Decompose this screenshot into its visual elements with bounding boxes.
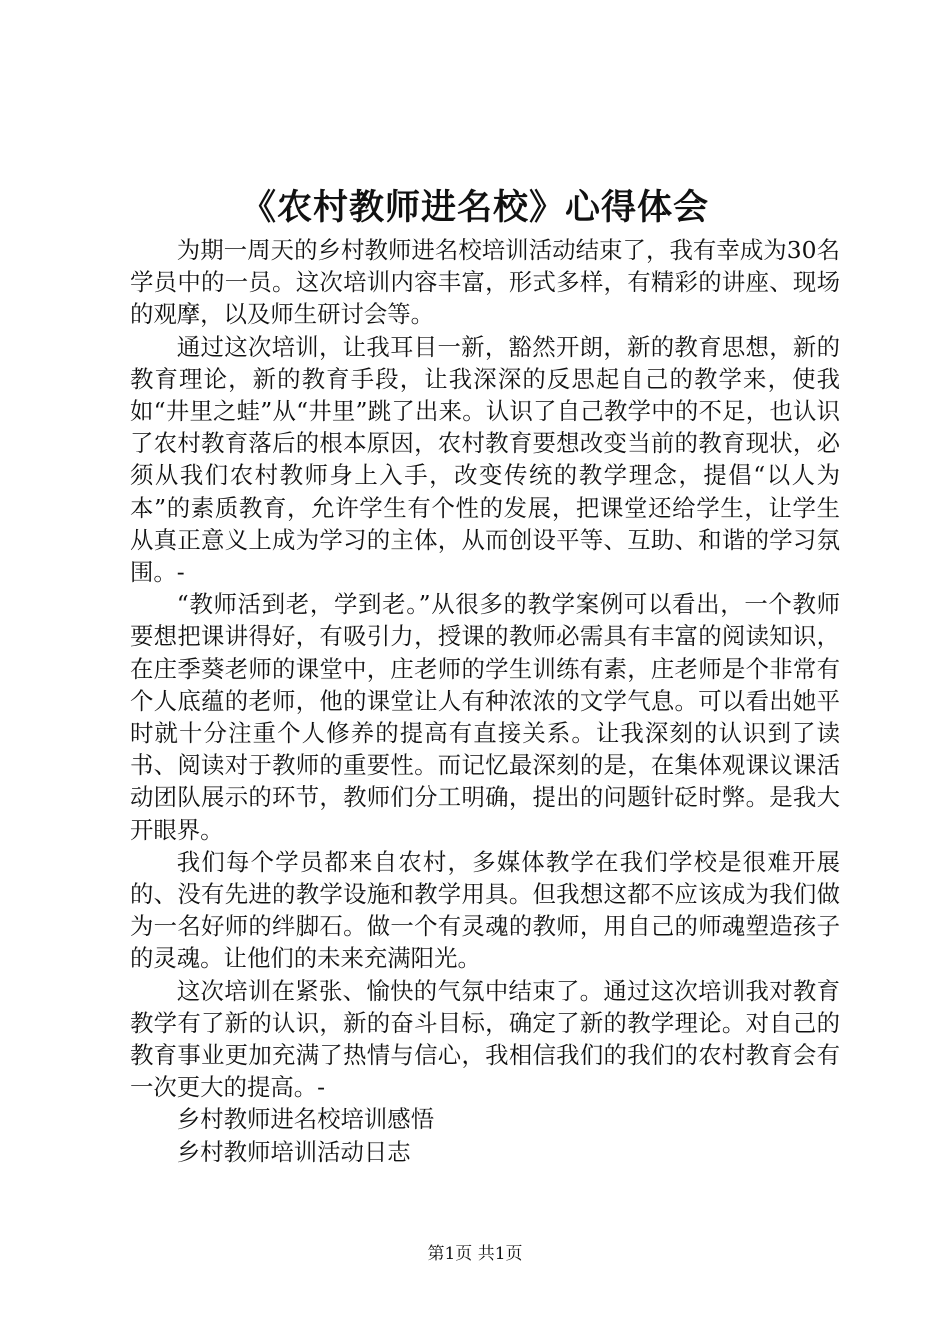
article-body [130,234,840,1168]
related-link-1: 乡村教师进名校培训感悟 [176,1105,435,1134]
page-title: 《农村教师进名校》心得体会 [240,188,709,228]
paragraph-2: 通过这次培训，让我耳目一新，豁然开朗，新的教育思想，新的教育理论，新的教育手段，让我深深的反思起自己的教学来，使我如“井里之蛙”从“井里”跳了出来。认识了自己教学中的不足，也认识了农村教育落后的根本原因，农村教育要想改变当前的教育现状，必须从我们农村教师身上入手，改变传统的教学理念，提倡“以人为本”的素质教育，允许学生有个性的发展，把课堂还给学生，让学生从真正意义上成为学习的主体，从而创设平等、互助、和谐的学习氛围。- [130,332,840,587]
paragraph-5: 这次培训在紧张、愉快的气氛中结束了。通过这次培训我对教育教学有了新的认识，新的奋斗目标，确定了新的教学理论。对自己的教育事业更加充满了热情与信心，我相信我们的我们的农村教育会有一次更大的提高。- [130,976,840,1102]
paragraph-4: 我们每个学员都来自农村，多媒体教学在我们学校是很难开展的、没有先进的教学设施和教学用具。但我想这都不应该成为我们做为一名好师的绊脚石。做一个有灵魂的教师，用自己的师魂塑造孩子的灵魂。让他们的未来充满阳光。 [130,847,840,973]
page-footer: 第1页 共1页 [427,1244,523,1264]
paragraph-3: “教师活到老，学到老。”从很多的教学案例可以看出，一个教师要想把课讲得好，有吸引力，授课的教师必需具有丰富的阅读知识，在庄季葵老师的课堂中，庄老师的学生训练有素，庄老师是个非常有个人底蕴的老师，他的课堂让人有种浓浓的文学气息。可以看出她平时就十分注重个人修养的提高有直接关系。让我深刻的认识到了读书、阅读对于教师的重要性。而记忆最深刻的是，在集体观课议课活动团队展示的环节，教师们分工明确，提出的问题针砭时弊。是我大开眼界。 [130,590,840,844]
related-link-2: 乡村教师培训活动日志 [176,1137,411,1166]
paragraph-1: 为期一周天的乡村教师进名校培训活动结束了，我有幸成为30名学员中的一员。这次培训内容丰富，形式多样，有精彩的讲座、现场的观摩，以及师生研讨会等。 [130,236,840,329]
